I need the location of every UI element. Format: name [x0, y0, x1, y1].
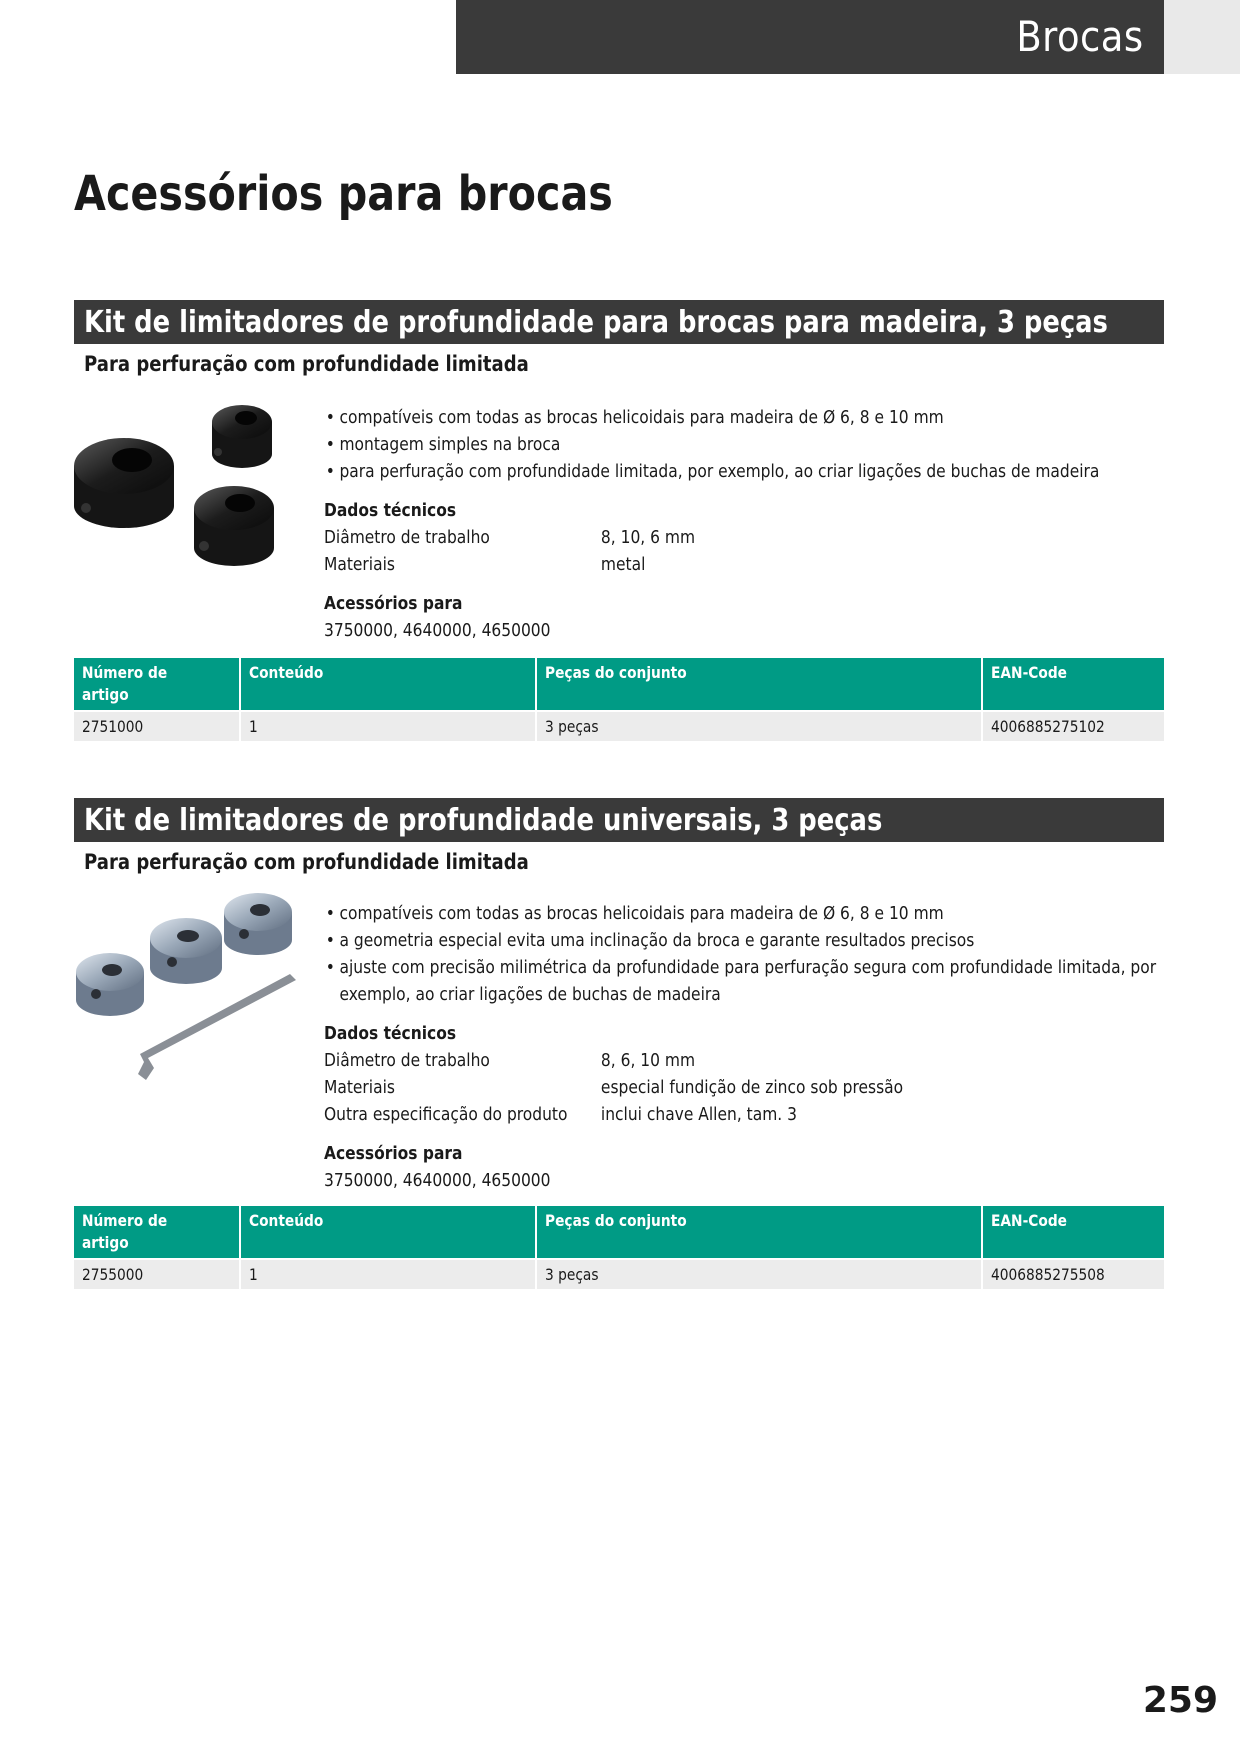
spec-value: metal: [600, 554, 646, 575]
cell-ean: 4006885275102: [982, 711, 1164, 741]
product-section-2: [74, 798, 1164, 1284]
table-header-row: [74, 1206, 1164, 1259]
spec-label: Diâmetro de trabalho: [324, 1050, 490, 1071]
header-tab: [1164, 0, 1240, 74]
spec-row: [324, 1047, 1163, 1074]
cell-ean: 4006885275508: [982, 1259, 1164, 1289]
section-title-bar: [74, 798, 1164, 842]
spec-label: Materiais: [324, 1077, 395, 1098]
page-title: Acessórios para brocas: [74, 166, 613, 222]
spec-row: [324, 551, 1163, 578]
table-row: [74, 1259, 1164, 1289]
column-header-content: Conteúdo: [240, 1206, 536, 1259]
depth-stop-rings-image: [74, 396, 314, 586]
accessories-list: 3750000, 4640000, 4650000: [324, 620, 551, 641]
column-header-set-pieces: Peças do conjunto: [536, 1206, 982, 1259]
tech-data-heading: Dados técnicos: [324, 1023, 457, 1044]
section-subtitle: Para perfuração com profundidade limitada: [84, 352, 529, 376]
section-title: Kit de limitadores de profundidade para brocas para madeira, 3 peças: [84, 304, 1108, 340]
cell-article-number: 2751000: [74, 711, 240, 741]
product-info: [324, 900, 1164, 1194]
spec-value: 8, 10, 6 mm: [600, 527, 696, 548]
spec-row: [324, 1074, 1163, 1101]
section-title-bar: [74, 300, 1164, 344]
feature-list: [324, 900, 1163, 1008]
column-header-ean: EAN-Code: [982, 658, 1164, 711]
feature-item: • a geometria especial evita uma inclinação da broca e garante resultados precisos: [324, 927, 1163, 954]
article-table: [74, 658, 1164, 741]
product-section-1: [74, 300, 1164, 736]
accessories-heading: Acessórios para: [324, 593, 463, 614]
tech-data-heading: Dados técnicos: [324, 500, 457, 521]
article-table: [74, 1206, 1164, 1289]
column-header-article-number: Número de artigo: [74, 658, 240, 711]
feature-item: • compatíveis com todas as brocas helicoidais para madeira de Ø 6, 8 e 10 mm: [324, 900, 1163, 927]
cell-set-pieces: 3 peças: [536, 1259, 982, 1289]
feature-item: • compatíveis com todas as brocas helicoidais para madeira de Ø 6, 8 e 10 mm: [324, 404, 1163, 431]
spec-value: 8, 6, 10 mm: [600, 1050, 696, 1071]
section-subtitle: Para perfuração com profundidade limitada: [84, 850, 529, 874]
spec-row: [324, 1101, 1163, 1128]
spec-value: inclui chave Allen, tam. 3: [600, 1104, 797, 1125]
cell-content: 1: [240, 711, 536, 741]
spec-value: especial fundição de zinco sob pressão: [600, 1077, 904, 1098]
column-header-content: Conteúdo: [240, 658, 536, 711]
feature-item: • ajuste com precisão milimétrica da profundidade para perfuração segura com profundidade limitada, por exemplo, ao criar ligações de buchas de madeira: [324, 954, 1163, 1008]
spec-label: Materiais: [324, 554, 395, 575]
column-header-ean: EAN-Code: [982, 1206, 1164, 1259]
column-header-set-pieces: Peças do conjunto: [536, 658, 982, 711]
product-info: [324, 404, 1164, 644]
header-bar: [456, 0, 1164, 74]
column-header-article-number: Número de artigo: [74, 1206, 240, 1259]
table-row: [74, 711, 1164, 741]
table-header-row: [74, 658, 1164, 711]
header-category-title: Brocas: [1016, 12, 1144, 61]
spec-row: [324, 524, 1163, 551]
cell-article-number: 2755000: [74, 1259, 240, 1289]
feature-list: [324, 404, 1163, 485]
spec-label: Diâmetro de trabalho: [324, 527, 490, 548]
accessories-heading: Acessórios para: [324, 1143, 463, 1164]
cell-set-pieces: 3 peças: [536, 711, 982, 741]
cell-content: 1: [240, 1259, 536, 1289]
accessories-list: 3750000, 4640000, 4650000: [324, 1170, 551, 1191]
spec-label: Outra especificação do produto: [324, 1104, 568, 1125]
page-number: 259: [1142, 1680, 1218, 1721]
feature-item: • para perfuração com profundidade limitada, por exemplo, ao criar ligações de buchas de madeira: [324, 458, 1163, 485]
universal-depth-stops-image: [74, 890, 314, 1080]
feature-item: • montagem simples na broca: [324, 431, 1163, 458]
section-title: Kit de limitadores de profundidade universais, 3 peças: [84, 802, 883, 838]
